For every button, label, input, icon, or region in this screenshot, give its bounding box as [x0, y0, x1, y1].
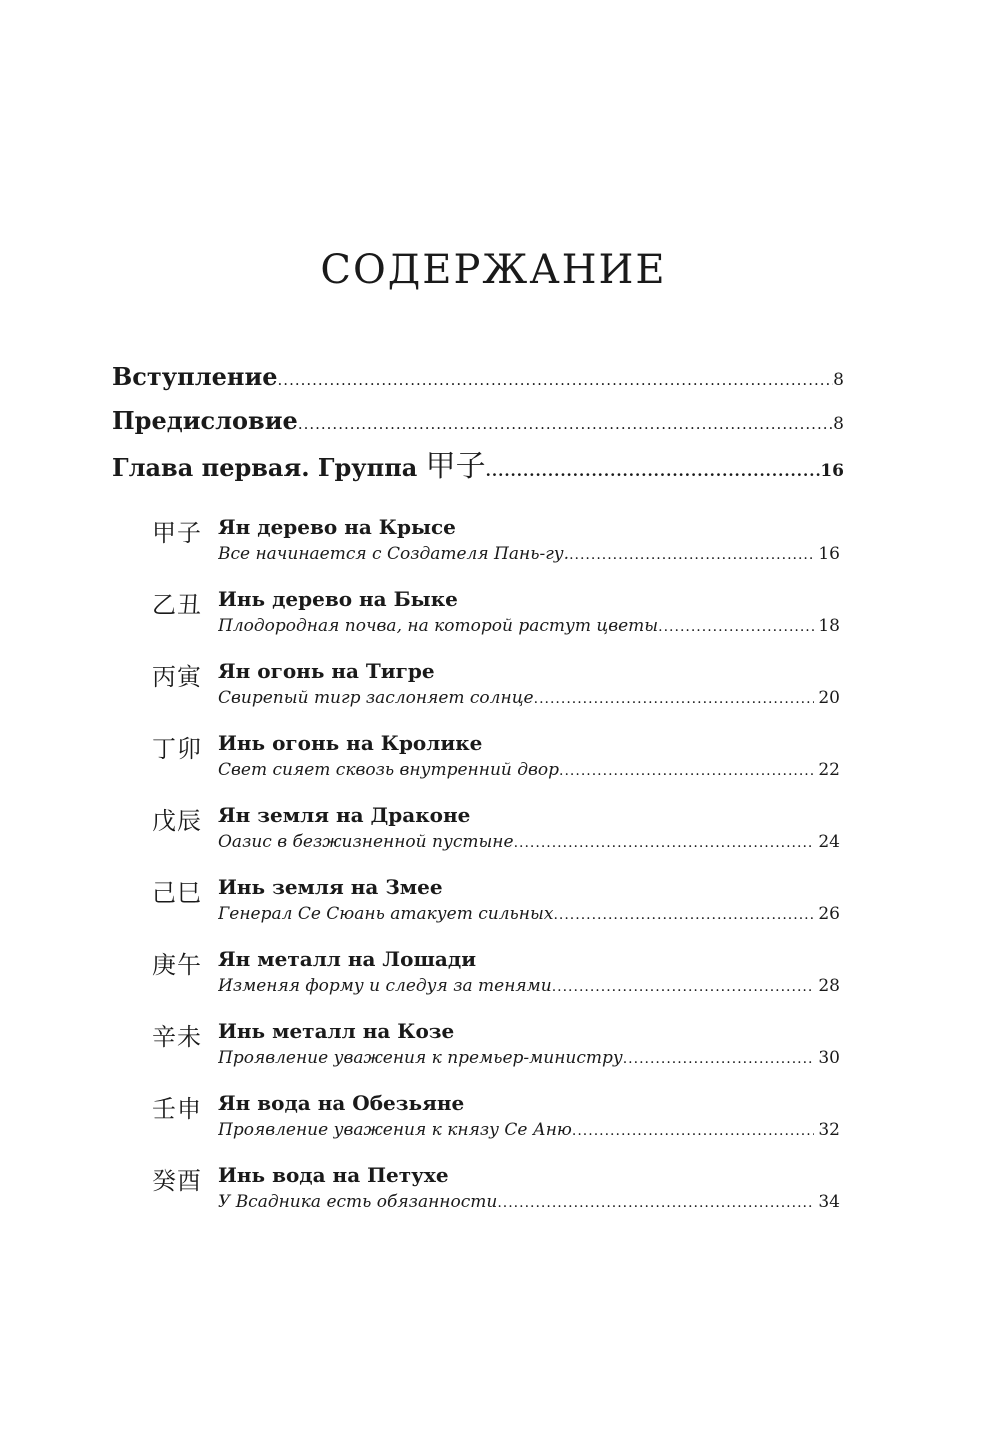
- leader-dots: [486, 449, 821, 489]
- section-page-number: 18: [818, 616, 840, 636]
- chapter-label: Глава первая. Группа: [112, 453, 418, 482]
- section-hanzi: 己巳: [152, 879, 202, 907]
- toc-section-entry[interactable]: [152, 585, 842, 657]
- section-description: Свет сияет сквозь внутренний двор: [218, 760, 560, 780]
- toc-section-entry[interactable]: [152, 1017, 842, 1089]
- toc-page-number: 8: [833, 414, 844, 434]
- section-page-number: 22: [818, 760, 840, 780]
- section-heading: Ян земля на Драконе: [218, 803, 471, 827]
- section-hanzi: 庚午: [152, 951, 202, 979]
- toc-section-entry[interactable]: [152, 657, 842, 729]
- section-page-number: 32: [818, 1120, 840, 1140]
- section-description: Изменяя форму и следуя за тенями: [218, 976, 552, 996]
- section-heading: Ян металл на Лошади: [218, 947, 477, 971]
- leader-dots: [569, 547, 814, 563]
- toc-section-entry[interactable]: [152, 729, 842, 801]
- section-description: Оазис в безжизненной пустыне: [218, 832, 514, 852]
- leader-dots: [658, 619, 814, 635]
- section-heading: Инь дерево на Быке: [218, 587, 458, 611]
- section-heading: Ян дерево на Крысе: [218, 515, 456, 539]
- leader-dots: [623, 1051, 815, 1067]
- toc-section-entry[interactable]: [152, 513, 842, 585]
- leader-dots: [514, 835, 815, 851]
- leader-dots: [534, 691, 815, 707]
- toc-page-number: 8: [833, 370, 844, 390]
- section-page-number: 26: [818, 904, 840, 924]
- toc-section-entry[interactable]: [152, 801, 842, 873]
- section-heading: Инь вода на Петухе: [218, 1163, 449, 1187]
- leader-dots: [497, 1195, 814, 1211]
- section-heading: Ян вода на Обезьяне: [218, 1091, 465, 1115]
- toc-section-entry[interactable]: [152, 873, 842, 945]
- leader-dots: [298, 402, 833, 443]
- toc-entry-label: Предисловие: [112, 406, 298, 435]
- section-description: Все начинается с Создателя Пань-гу.: [218, 544, 570, 564]
- toc-section-entry[interactable]: [152, 1089, 842, 1161]
- section-hanzi: 辛未: [152, 1023, 202, 1051]
- section-page-number: 30: [818, 1048, 840, 1068]
- chapter-sections-list: [152, 513, 842, 1233]
- section-page-number: 16: [818, 544, 840, 564]
- section-description: Плодородная почва, на которой растут цветы: [218, 616, 659, 636]
- section-page-number: 34: [818, 1192, 840, 1212]
- section-heading: Инь земля на Змее: [218, 875, 443, 899]
- section-description: У Всадника есть обязанности: [218, 1192, 498, 1212]
- section-heading: Ян огонь на Тигре: [218, 659, 435, 683]
- section-hanzi: 戊辰: [152, 807, 202, 835]
- toc-section-entry[interactable]: [152, 945, 842, 1017]
- leader-dots: [552, 979, 815, 995]
- leader-dots: [553, 907, 814, 923]
- section-heading: Инь огонь на Кролике: [218, 731, 483, 755]
- leader-dots: [572, 1123, 814, 1139]
- section-description: Проявление уважения к премьер-министру: [218, 1048, 623, 1068]
- toc-page-number: 16: [820, 461, 844, 481]
- toc-entry-label: [112, 445, 486, 489]
- section-description: Свирепый тигр заслоняет солнце: [218, 688, 534, 708]
- toc-entry-label: Вступление: [112, 362, 278, 391]
- leader-dots: [278, 358, 834, 399]
- leader-dots: [559, 763, 814, 779]
- page-title: СОДЕРЖАНИЕ: [320, 247, 667, 293]
- section-hanzi: 甲子: [152, 519, 202, 547]
- section-heading: Инь металл на Козе: [218, 1019, 455, 1043]
- section-hanzi: 丙寅: [152, 663, 202, 691]
- section-page-number: 24: [818, 832, 840, 852]
- toc-entry-preface[interactable]: [112, 399, 844, 443]
- section-description: Проявление уважения к князу Се Аню: [218, 1120, 572, 1140]
- section-description: Генерал Се Сюань атакует сильных: [218, 904, 554, 924]
- section-hanzi: 癸酉: [152, 1167, 202, 1195]
- section-hanzi: 丁卯: [152, 735, 202, 763]
- toc-section-entry[interactable]: [152, 1161, 842, 1233]
- section-hanzi: 乙丑: [152, 591, 202, 619]
- toc-entry-intro[interactable]: [112, 355, 844, 399]
- section-page-number: 28: [818, 976, 840, 996]
- section-hanzi: 壬申: [152, 1095, 202, 1123]
- section-page-number: 20: [818, 688, 840, 708]
- chapter-hanzi: 甲子: [425, 449, 486, 484]
- toc-entry-chapter-one[interactable]: [112, 445, 844, 489]
